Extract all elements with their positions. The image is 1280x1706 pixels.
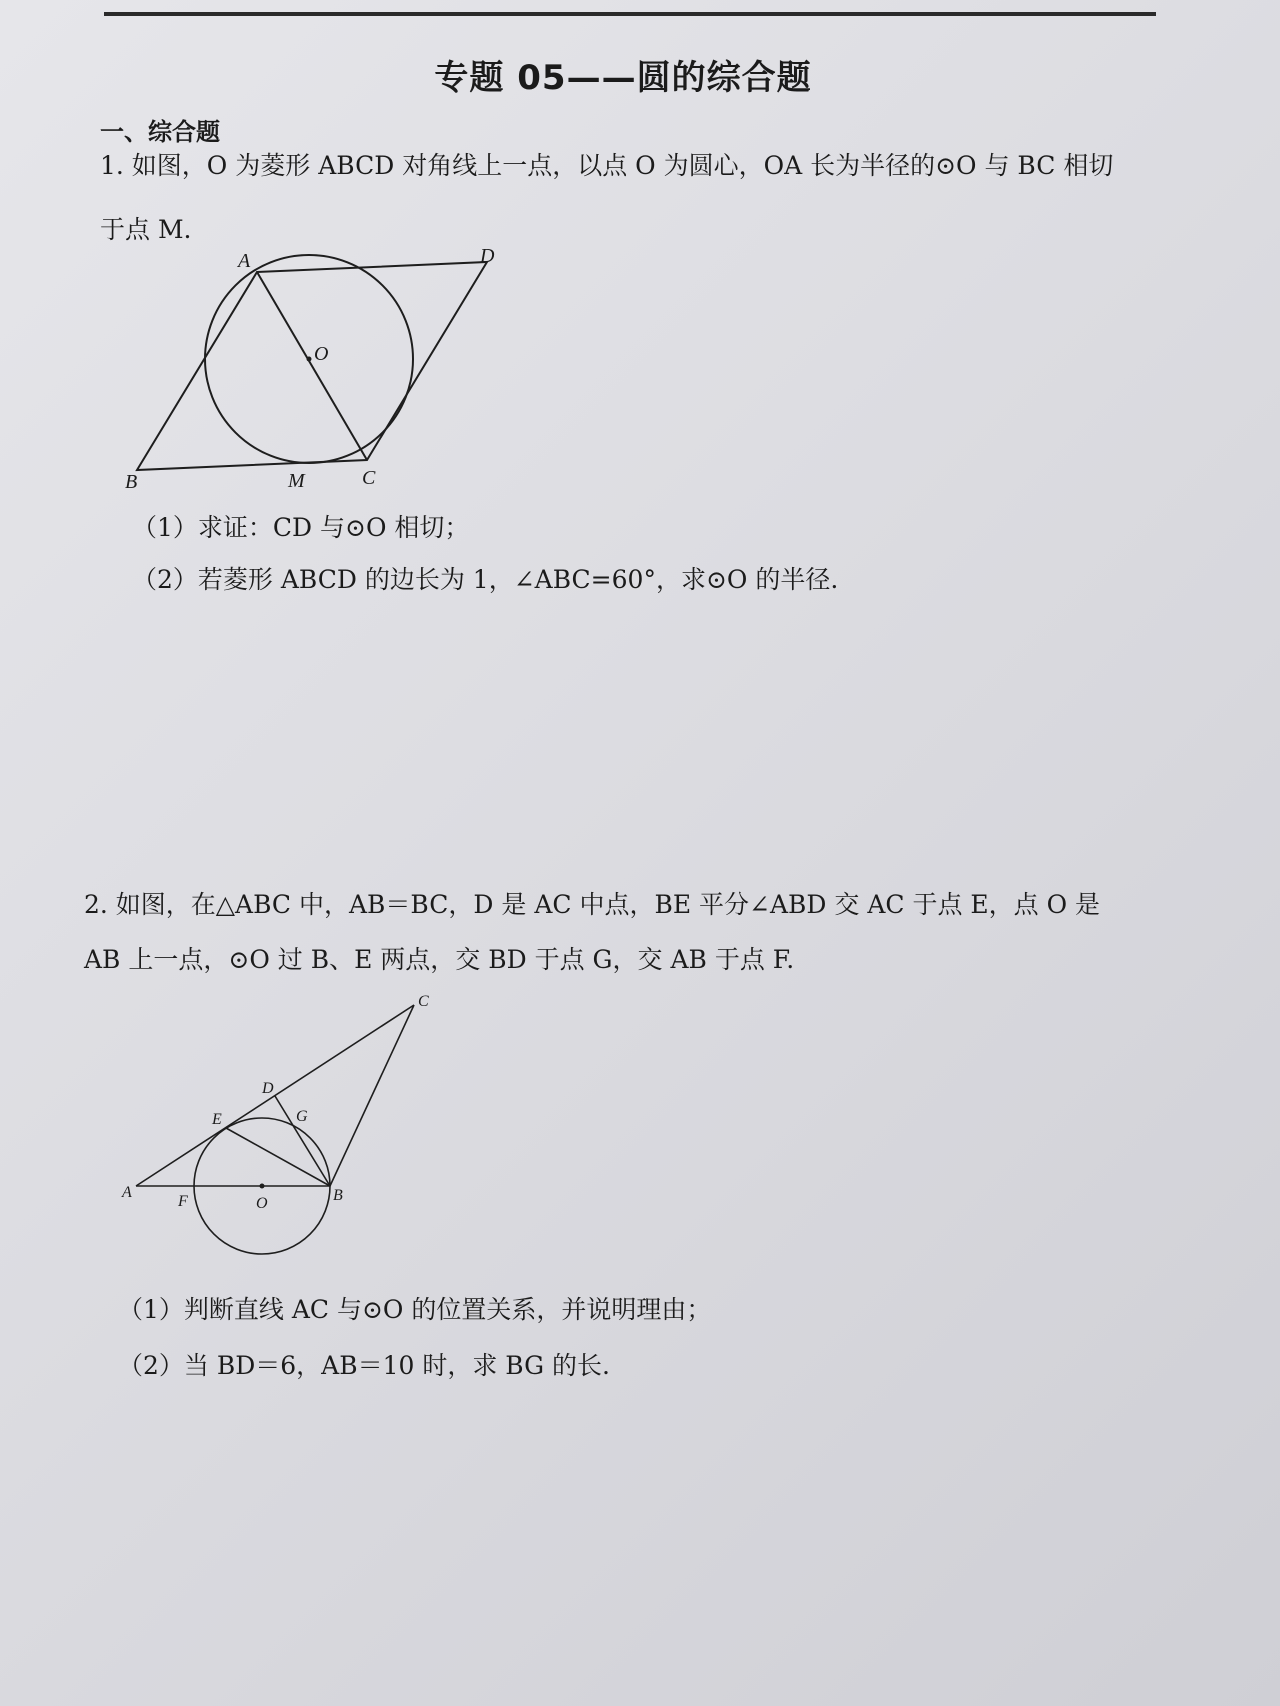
label-o: O [314, 343, 329, 365]
label-c: C [362, 467, 376, 489]
problem2-question2: （2）当 BD＝6，AB＝10 时，求 BG 的长. [118, 1351, 611, 1380]
label2-c: C [418, 993, 429, 1010]
label2-o: O [256, 1195, 268, 1212]
section-heading: 一、综合题 [100, 118, 220, 146]
problem2-question1: （1）判断直线 AC 与⊙O 的位置关系，并说明理由； [118, 1295, 712, 1324]
center-dot-o2 [260, 1184, 265, 1189]
label-a: A [238, 250, 251, 272]
label-m: M [288, 470, 305, 492]
problem1-text-line1: 1. 如图，O 为菱形 ABCD 对角线上一点，以点 O 为圆心，OA 长为半径的⊙O 与 BC 相切 [100, 151, 1114, 180]
label2-g: G [296, 1108, 308, 1125]
problem1-question1: （1）求证：CD 与⊙O 相切； [132, 513, 470, 542]
page-title: 专题 05——圆的综合题 [434, 58, 812, 98]
label2-b: B [333, 1187, 343, 1204]
label2-d: D [262, 1080, 274, 1097]
problem2-text-line1: 2. 如图，在△ABC 中，AB＝BC，D 是 AC 中点，BE 平分∠ABD 交 AC 于点 E，点 O 是 [84, 890, 1101, 919]
label-b: B [125, 471, 138, 493]
label2-f: F [178, 1193, 188, 1210]
label2-e: E [212, 1111, 222, 1128]
problem1-text-line2: 于点 M. [100, 215, 192, 244]
label-d: D [480, 245, 495, 267]
problem1-question2: （2）若菱形 ABCD 的边长为 1，∠ABC=60°，求⊙O 的半径. [132, 565, 839, 594]
segment-be [226, 1128, 330, 1186]
problem2-text-line2: AB 上一点，⊙O 过 B、E 两点，交 BD 于点 G，交 AB 于点 F. [84, 945, 795, 974]
label2-a: A [122, 1184, 132, 1201]
